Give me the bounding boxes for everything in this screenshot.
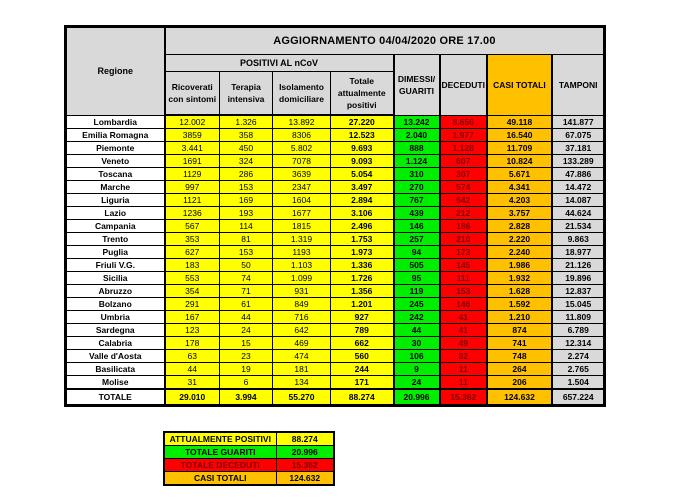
region-row [66, 246, 605, 259]
column-header-ricoverati: Ricoverati con sintomi [165, 72, 220, 116]
region-name: Sardegna [66, 324, 165, 337]
region-name: Sicilia [66, 272, 165, 285]
deceduti-value: 41 [440, 324, 487, 337]
dimessi-guariti-value: 119 [394, 285, 440, 298]
ricoverati-value: 567 [165, 220, 220, 233]
terapia-intensiva-value: 358 [220, 129, 273, 142]
tamponi-value: 12.314 [552, 337, 605, 350]
deceduti-value: 15.362 [440, 389, 487, 406]
terapia-intensiva-value: 19 [220, 363, 273, 376]
terapia-intensiva-value: 6 [220, 376, 273, 390]
ricoverati-value: 291 [165, 298, 220, 311]
terapia-intensiva-value: 193 [220, 207, 273, 220]
terapia-intensiva-value: 44 [220, 311, 273, 324]
attualmente-positivi-value: 1.973 [331, 246, 394, 259]
summary-value: 124.632 [276, 472, 334, 486]
region-name: Puglia [66, 246, 165, 259]
casi-totali-value: 1.592 [487, 298, 552, 311]
ricoverati-value: 553 [165, 272, 220, 285]
deceduti-value: 186 [440, 220, 487, 233]
casi-totali-value: 3.757 [487, 207, 552, 220]
casi-totali-value: 2.220 [487, 233, 552, 246]
tamponi-value: 21.126 [552, 259, 605, 272]
ricoverati-value: 627 [165, 246, 220, 259]
ricoverati-value: 3859 [165, 129, 220, 142]
deceduti-value: 8.656 [440, 115, 487, 129]
region-name: Campania [66, 220, 165, 233]
region-name: Toscana [66, 168, 165, 181]
casi-totali-value: 206 [487, 376, 552, 390]
ricoverati-value: 183 [165, 259, 220, 272]
tamponi-value: 21.534 [552, 220, 605, 233]
region-row [66, 298, 605, 311]
column-header-tamponi: TAMPONI [552, 55, 605, 116]
region-name: Umbria [66, 311, 165, 324]
tamponi-value: 11.809 [552, 311, 605, 324]
terapia-intensiva-value: 1.326 [220, 115, 273, 129]
region-name: Basilicata [66, 363, 165, 376]
region-row [66, 350, 605, 363]
deceduti-value: 153 [440, 285, 487, 298]
tamponi-value: 19.896 [552, 272, 605, 285]
region-name: Emilia Romagna [66, 129, 165, 142]
isolamento-value: 2347 [273, 181, 331, 194]
region-row [66, 324, 605, 337]
deceduti-value: 82 [440, 350, 487, 363]
dimessi-guariti-value: 44 [394, 324, 440, 337]
ricoverati-value: 44 [165, 363, 220, 376]
deceduti-value: 11 [440, 363, 487, 376]
summary-label: ATTUALMENTE POSITIVI [164, 432, 276, 446]
attualmente-positivi-value: 1.356 [331, 285, 394, 298]
deceduti-value: 111 [440, 272, 487, 285]
tamponi-value: 44.624 [552, 207, 605, 220]
attualmente-positivi-value: 1.753 [331, 233, 394, 246]
region-name: Friuli V.G. [66, 259, 165, 272]
dimessi-guariti-value: 146 [394, 220, 440, 233]
dimessi-guariti-value: 888 [394, 142, 440, 155]
table-header [66, 27, 605, 116]
isolamento-value: 931 [273, 285, 331, 298]
casi-totali-value: 4.341 [487, 181, 552, 194]
column-header-isolamento: Isolamento domiciliare [273, 72, 331, 116]
isolamento-value: 469 [273, 337, 331, 350]
casi-totali-value: 1.986 [487, 259, 552, 272]
casi-totali-value: 748 [487, 350, 552, 363]
ricoverati-value: 29.010 [165, 389, 220, 406]
attualmente-positivi-value: 88.274 [331, 389, 394, 406]
region-name: Lombardia [66, 115, 165, 129]
isolamento-value: 5.802 [273, 142, 331, 155]
region-row [66, 363, 605, 376]
isolamento-value: 1815 [273, 220, 331, 233]
attualmente-positivi-value: 3.497 [331, 181, 394, 194]
region-name: Abruzzo [66, 285, 165, 298]
attualmente-positivi-value: 2.496 [331, 220, 394, 233]
dimessi-guariti-value: 2.040 [394, 129, 440, 142]
attualmente-positivi-value: 9.093 [331, 155, 394, 168]
isolamento-value: 1.319 [273, 233, 331, 246]
tamponi-value: 1.504 [552, 376, 605, 390]
tamponi-value: 37.181 [552, 142, 605, 155]
summary-label: CASI TOTALI [164, 472, 276, 486]
attualmente-positivi-value: 2.894 [331, 194, 394, 207]
ricoverati-value: 354 [165, 285, 220, 298]
region-row [66, 129, 605, 142]
isolamento-value: 716 [273, 311, 331, 324]
region-row [66, 207, 605, 220]
terapia-intensiva-value: 81 [220, 233, 273, 246]
dimessi-guariti-value: 95 [394, 272, 440, 285]
summary-label: TOTALE DECEDUTI [164, 459, 276, 472]
dimessi-guariti-value: 24 [394, 376, 440, 390]
isolamento-value: 1677 [273, 207, 331, 220]
isolamento-value: 8306 [273, 129, 331, 142]
dimessi-guariti-value: 310 [394, 168, 440, 181]
region-row [66, 259, 605, 272]
casi-totali-value: 49.118 [487, 115, 552, 129]
tamponi-value: 141.877 [552, 115, 605, 129]
summary-box [163, 431, 335, 486]
terapia-intensiva-value: 153 [220, 181, 273, 194]
isolamento-value: 642 [273, 324, 331, 337]
isolamento-value: 7078 [273, 155, 331, 168]
tamponi-value: 9.863 [552, 233, 605, 246]
attualmente-positivi-value: 3.106 [331, 207, 394, 220]
tamponi-value: 14.087 [552, 194, 605, 207]
summary-row-attualmente-positivi [164, 432, 334, 446]
dimessi-guariti-value: 245 [394, 298, 440, 311]
casi-totali-value: 1.210 [487, 311, 552, 324]
dimessi-guariti-value: 767 [394, 194, 440, 207]
terapia-intensiva-value: 286 [220, 168, 273, 181]
ricoverati-value: 63 [165, 350, 220, 363]
region-row [66, 311, 605, 324]
casi-totali-value: 16.540 [487, 129, 552, 142]
casi-totali-value: 1.932 [487, 272, 552, 285]
casi-totali-value: 741 [487, 337, 552, 350]
deceduti-value: 173 [440, 246, 487, 259]
dimessi-guariti-value: 257 [394, 233, 440, 246]
attualmente-positivi-value: 662 [331, 337, 394, 350]
ricoverati-value: 123 [165, 324, 220, 337]
casi-totali-value: 124.632 [487, 389, 552, 406]
column-header-regione: Regione [66, 27, 165, 116]
region-row [66, 168, 605, 181]
dimessi-guariti-value: 94 [394, 246, 440, 259]
attualmente-positivi-value: 1.726 [331, 272, 394, 285]
column-header-dimessi-guariti: DIMESSI/ GUARITI [394, 55, 440, 116]
region-name: Calabria [66, 337, 165, 350]
attualmente-positivi-value: 12.523 [331, 129, 394, 142]
tamponi-value: 6.789 [552, 324, 605, 337]
regional-data-table [64, 25, 606, 407]
terapia-intensiva-value: 61 [220, 298, 273, 311]
isolamento-value: 849 [273, 298, 331, 311]
column-header-casi-totali: CASI TOTALI [487, 55, 552, 116]
region-row [66, 155, 605, 168]
terapia-intensiva-value: 50 [220, 259, 273, 272]
deceduti-value: 11 [440, 376, 487, 390]
ricoverati-value: 353 [165, 233, 220, 246]
tamponi-value: 14.472 [552, 181, 605, 194]
totale-row [66, 389, 605, 406]
region-name: Veneto [66, 155, 165, 168]
dimessi-guariti-value: 106 [394, 350, 440, 363]
ricoverati-value: 3.441 [165, 142, 220, 155]
region-row [66, 233, 605, 246]
region-row [66, 115, 605, 129]
terapia-intensiva-value: 153 [220, 246, 273, 259]
region-row [66, 181, 605, 194]
ricoverati-value: 1121 [165, 194, 220, 207]
deceduti-value: 212 [440, 207, 487, 220]
deceduti-value: 145 [440, 259, 487, 272]
casi-totali-value: 10.824 [487, 155, 552, 168]
casi-totali-value: 2.828 [487, 220, 552, 233]
ricoverati-value: 997 [165, 181, 220, 194]
isolamento-value: 1.103 [273, 259, 331, 272]
region-name: Trento [66, 233, 165, 246]
casi-totali-value: 874 [487, 324, 552, 337]
attualmente-positivi-value: 9.693 [331, 142, 394, 155]
attualmente-positivi-value: 1.201 [331, 298, 394, 311]
region-name: Liguria [66, 194, 165, 207]
casi-totali-value: 264 [487, 363, 552, 376]
summary-value: 88.274 [276, 432, 334, 446]
ricoverati-value: 167 [165, 311, 220, 324]
casi-totali-value: 4.203 [487, 194, 552, 207]
terapia-intensiva-value: 324 [220, 155, 273, 168]
region-name: Bolzano [66, 298, 165, 311]
deceduti-value: 41 [440, 311, 487, 324]
casi-totali-value: 1.628 [487, 285, 552, 298]
deceduti-value: 307 [440, 168, 487, 181]
isolamento-value: 181 [273, 363, 331, 376]
casi-totali-value: 2.240 [487, 246, 552, 259]
region-row [66, 272, 605, 285]
region-name: Piemonte [66, 142, 165, 155]
dimessi-guariti-value: 505 [394, 259, 440, 272]
tamponi-value: 657.224 [552, 389, 605, 406]
table-body [66, 115, 605, 406]
dimessi-guariti-value: 9 [394, 363, 440, 376]
ricoverati-value: 1129 [165, 168, 220, 181]
attualmente-positivi-value: 927 [331, 311, 394, 324]
column-header-deceduti: DECEDUTI [440, 55, 487, 116]
isolamento-value: 1193 [273, 246, 331, 259]
attualmente-positivi-value: 5.054 [331, 168, 394, 181]
terapia-intensiva-value: 114 [220, 220, 273, 233]
column-group-positivi: POSITIVI AL nCoV [165, 55, 394, 72]
tamponi-value: 18.977 [552, 246, 605, 259]
summary-label: TOTALE GUARITI [164, 446, 276, 459]
region-row [66, 376, 605, 390]
region-name: Lazio [66, 207, 165, 220]
summary-row-totale-guariti [164, 446, 334, 459]
deceduti-value: 49 [440, 337, 487, 350]
region-name: TOTALE [66, 389, 165, 406]
ricoverati-value: 1236 [165, 207, 220, 220]
terapia-intensiva-value: 450 [220, 142, 273, 155]
terapia-intensiva-value: 74 [220, 272, 273, 285]
dimessi-guariti-value: 20.996 [394, 389, 440, 406]
update-banner: AGGIORNAMENTO 04/04/2020 ORE 17.00 [165, 27, 605, 55]
deceduti-value: 574 [440, 181, 487, 194]
ricoverati-value: 178 [165, 337, 220, 350]
tamponi-value: 2.765 [552, 363, 605, 376]
ricoverati-value: 1691 [165, 155, 220, 168]
dimessi-guariti-value: 30 [394, 337, 440, 350]
deceduti-value: 542 [440, 194, 487, 207]
isolamento-value: 55.270 [273, 389, 331, 406]
dimessi-guariti-value: 13.242 [394, 115, 440, 129]
region-row [66, 194, 605, 207]
terapia-intensiva-value: 169 [220, 194, 273, 207]
region-row [66, 285, 605, 298]
deceduti-value: 210 [440, 233, 487, 246]
attualmente-positivi-value: 1.336 [331, 259, 394, 272]
deceduti-value: 146 [440, 298, 487, 311]
attualmente-positivi-value: 244 [331, 363, 394, 376]
tamponi-value: 47.886 [552, 168, 605, 181]
summary-value: 20.996 [276, 446, 334, 459]
attualmente-positivi-value: 789 [331, 324, 394, 337]
terapia-intensiva-value: 71 [220, 285, 273, 298]
dimessi-guariti-value: 270 [394, 181, 440, 194]
terapia-intensiva-value: 15 [220, 337, 273, 350]
dimessi-guariti-value: 242 [394, 311, 440, 324]
tamponi-value: 12.837 [552, 285, 605, 298]
summary-row-casi-totali [164, 472, 334, 486]
attualmente-positivi-value: 560 [331, 350, 394, 363]
ricoverati-value: 12.002 [165, 115, 220, 129]
deceduti-value: 607 [440, 155, 487, 168]
terapia-intensiva-value: 23 [220, 350, 273, 363]
dimessi-guariti-value: 1.124 [394, 155, 440, 168]
isolamento-value: 134 [273, 376, 331, 390]
column-header-attualmente-positivi: Totale attualmente positivi [331, 72, 394, 116]
terapia-intensiva-value: 24 [220, 324, 273, 337]
summary-value: 15.362 [276, 459, 334, 472]
tamponi-value: 2.274 [552, 350, 605, 363]
attualmente-positivi-value: 27.220 [331, 115, 394, 129]
ricoverati-value: 31 [165, 376, 220, 390]
tamponi-value: 67.075 [552, 129, 605, 142]
summary-row-totale-deceduti [164, 459, 334, 472]
casi-totali-value: 5.671 [487, 168, 552, 181]
attualmente-positivi-value: 171 [331, 376, 394, 390]
deceduti-value: 1.977 [440, 129, 487, 142]
isolamento-value: 1604 [273, 194, 331, 207]
tamponi-value: 133.289 [552, 155, 605, 168]
banner-row [66, 27, 605, 55]
region-row [66, 220, 605, 233]
region-row [66, 142, 605, 155]
region-name: Marche [66, 181, 165, 194]
column-header-terapia-intensiva: Terapia intensiva [220, 72, 273, 116]
tamponi-value: 15.045 [552, 298, 605, 311]
region-row [66, 337, 605, 350]
deceduti-value: 1.128 [440, 142, 487, 155]
region-name: Molise [66, 376, 165, 390]
isolamento-value: 3639 [273, 168, 331, 181]
dimessi-guariti-value: 439 [394, 207, 440, 220]
casi-totali-value: 11.709 [487, 142, 552, 155]
isolamento-value: 1.099 [273, 272, 331, 285]
isolamento-value: 13.892 [273, 115, 331, 129]
isolamento-value: 474 [273, 350, 331, 363]
terapia-intensiva-value: 3.994 [220, 389, 273, 406]
region-name: Valle d'Aosta [66, 350, 165, 363]
